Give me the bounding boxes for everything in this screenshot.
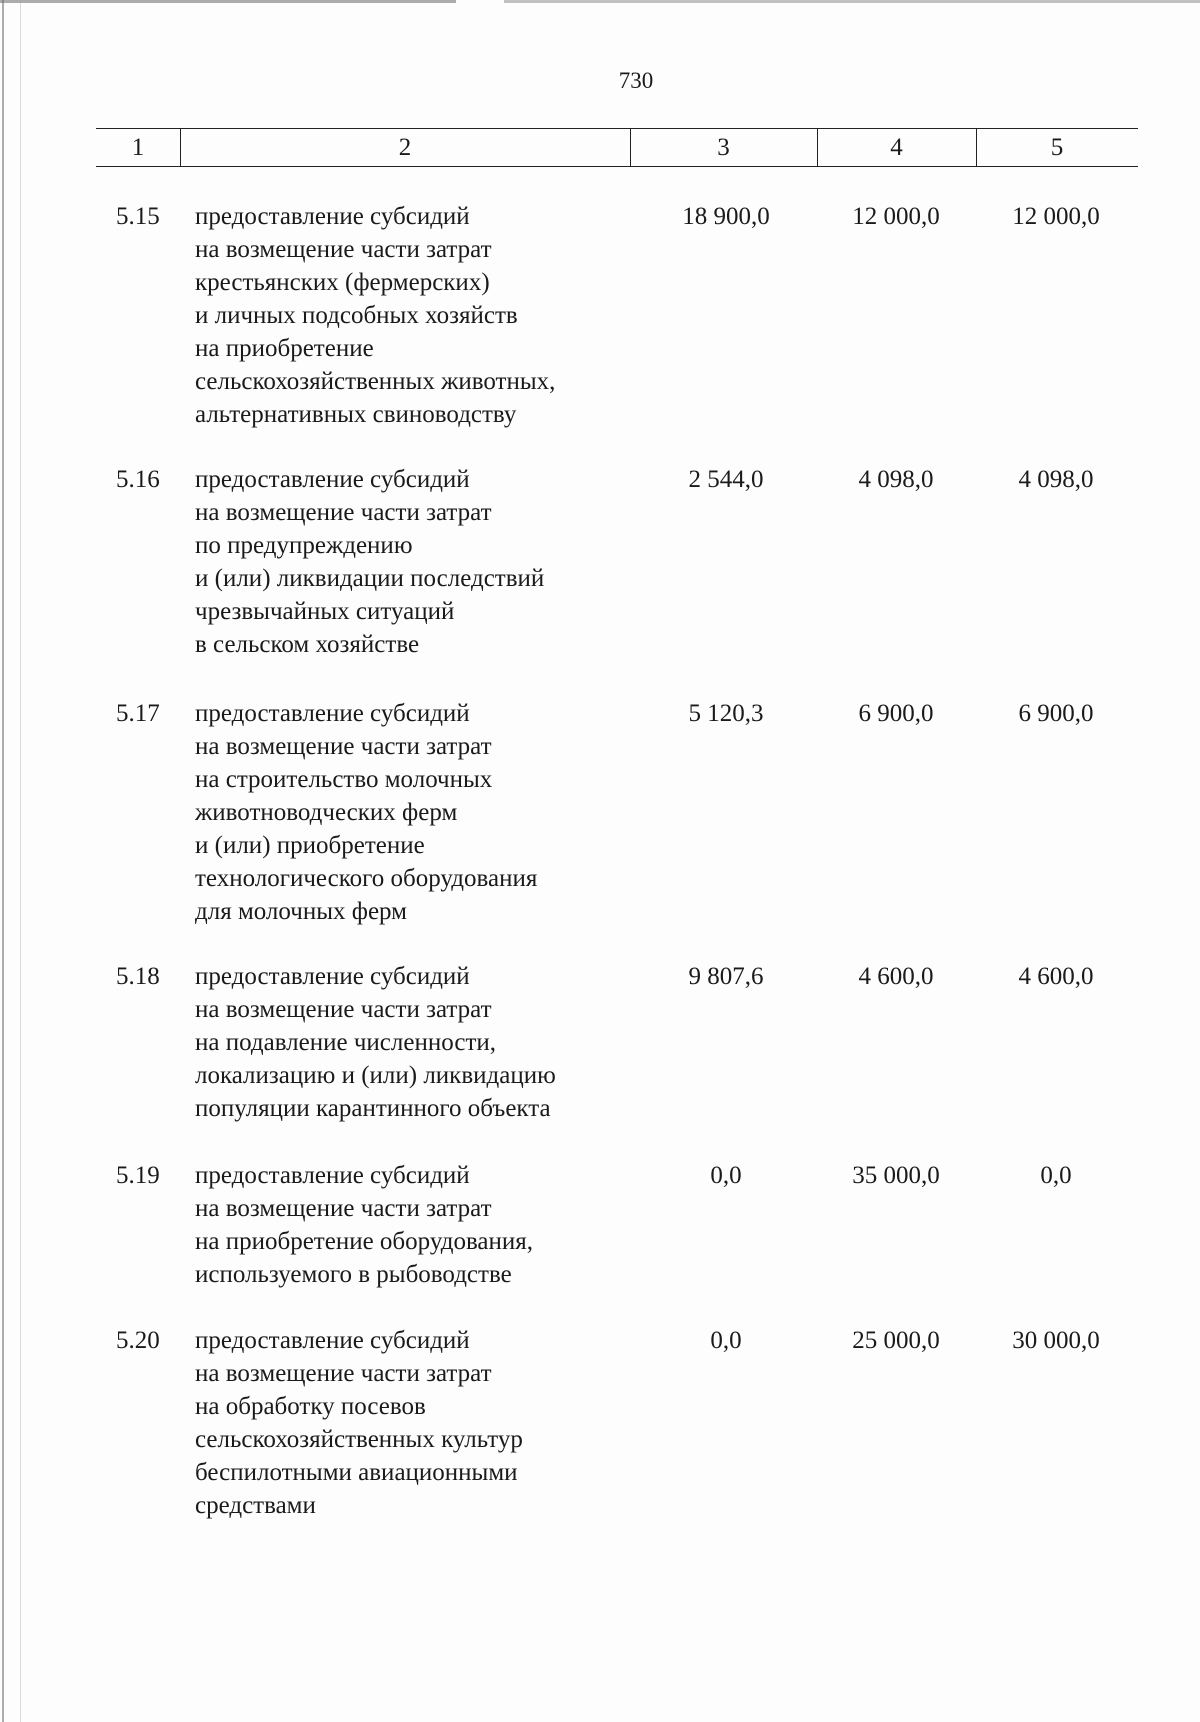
description-line: предоставление субсидий	[195, 1327, 470, 1354]
scan-edge-top	[0, 0, 1200, 3]
row-number: 5.15	[116, 203, 160, 230]
row-number: 5.17	[116, 700, 160, 727]
row-description	[195, 697, 655, 928]
column-header-1: 1	[96, 129, 181, 166]
column-header-5: 5	[1050, 134, 1064, 161]
value-column-3: 0,0	[710, 1162, 742, 1189]
description-line: на приобретение оборудования,	[195, 1228, 534, 1255]
value-column-5: 4 600,0	[1018, 963, 1094, 990]
value-column-5: 4 098,0	[1018, 466, 1094, 493]
row-description	[195, 1159, 655, 1291]
value-column-4: 4 600,0	[858, 963, 934, 990]
row-description	[195, 1324, 655, 1522]
description-line: на возмещение части затрат	[195, 1195, 492, 1222]
description-line: на приобретение	[195, 335, 374, 362]
description-line: технологического оборудования	[195, 865, 538, 892]
column-header-4: 4	[817, 129, 977, 166]
description-line: на возмещение части затрат	[195, 996, 492, 1023]
value-column-5: 12 000,0	[1012, 203, 1100, 230]
description-line: сельскохозяйственных животных,	[195, 368, 556, 395]
value-column-3: 5 120,3	[688, 700, 764, 727]
description-line: для молочных ферм	[195, 898, 407, 925]
description-line: предоставление субсидий	[195, 203, 470, 230]
description-line: беспилотными авиационными	[195, 1459, 518, 1486]
row-number: 5.20	[116, 1327, 160, 1354]
description-line: на строительство молочных	[195, 766, 493, 793]
description-line: на подавление численности,	[195, 1029, 497, 1056]
description-line: крестьянских (фермерских)	[195, 269, 490, 296]
description-line: средствами	[195, 1492, 316, 1519]
value-column-5: 6 900,0	[1018, 700, 1094, 727]
description-line: предоставление субсидий	[195, 700, 470, 727]
value-column-3: 2 544,0	[688, 466, 764, 493]
description-line: по предупреждению	[195, 532, 413, 559]
description-line: на обработку посевов	[195, 1393, 426, 1420]
description-line: на возмещение части затрат	[195, 236, 492, 263]
description-line: животноводческих ферм	[195, 799, 458, 826]
description-line: и (или) приобретение	[195, 832, 425, 859]
scan-edge-left-inner	[20, 0, 21, 1722]
value-column-3: 9 807,6	[688, 963, 764, 990]
description-line: предоставление субсидий	[195, 466, 470, 493]
description-line: используемого в рыбоводстве	[195, 1261, 512, 1288]
value-column-5: 0,0	[1040, 1162, 1072, 1189]
value-column-4: 6 900,0	[858, 700, 934, 727]
description-line: предоставление субсидий	[195, 963, 470, 990]
value-column-4: 12 000,0	[852, 203, 940, 230]
page-number: 730	[618, 68, 654, 93]
description-line: альтернативных свиноводству	[195, 401, 517, 428]
description-line: на возмещение части затрат	[195, 499, 492, 526]
description-line: и личных подсобных хозяйств	[195, 302, 518, 329]
value-column-3: 18 900,0	[682, 203, 770, 230]
value-column-4: 35 000,0	[852, 1162, 940, 1189]
value-column-4: 4 098,0	[858, 466, 934, 493]
row-number: 5.16	[116, 466, 160, 493]
column-header-2: 2	[180, 129, 631, 166]
row-number: 5.18	[116, 963, 160, 990]
row-description	[195, 463, 655, 661]
description-line: популяции карантинного объекта	[195, 1095, 551, 1122]
value-column-5: 30 000,0	[1012, 1327, 1100, 1354]
value-column-4: 25 000,0	[852, 1327, 940, 1354]
description-line: предоставление субсидий	[195, 1162, 470, 1189]
row-description	[195, 200, 655, 431]
scan-edge-left	[2, 0, 4, 1722]
description-line: локализацию и (или) ликвидацию	[195, 1062, 556, 1089]
row-description	[195, 960, 655, 1125]
description-line: и (или) ликвидации последствий	[195, 565, 545, 592]
description-line: чрезвычайных ситуаций	[195, 598, 455, 625]
description-line: сельскохозяйственных культур	[195, 1426, 523, 1453]
column-header-3: 3	[630, 129, 818, 166]
description-line: на возмещение части затрат	[195, 733, 492, 760]
description-line: в сельском хозяйстве	[195, 631, 420, 658]
row-number: 5.19	[116, 1162, 160, 1189]
table-column-header	[96, 128, 1138, 167]
description-line: на возмещение части затрат	[195, 1360, 492, 1387]
value-column-3: 0,0	[710, 1327, 742, 1354]
